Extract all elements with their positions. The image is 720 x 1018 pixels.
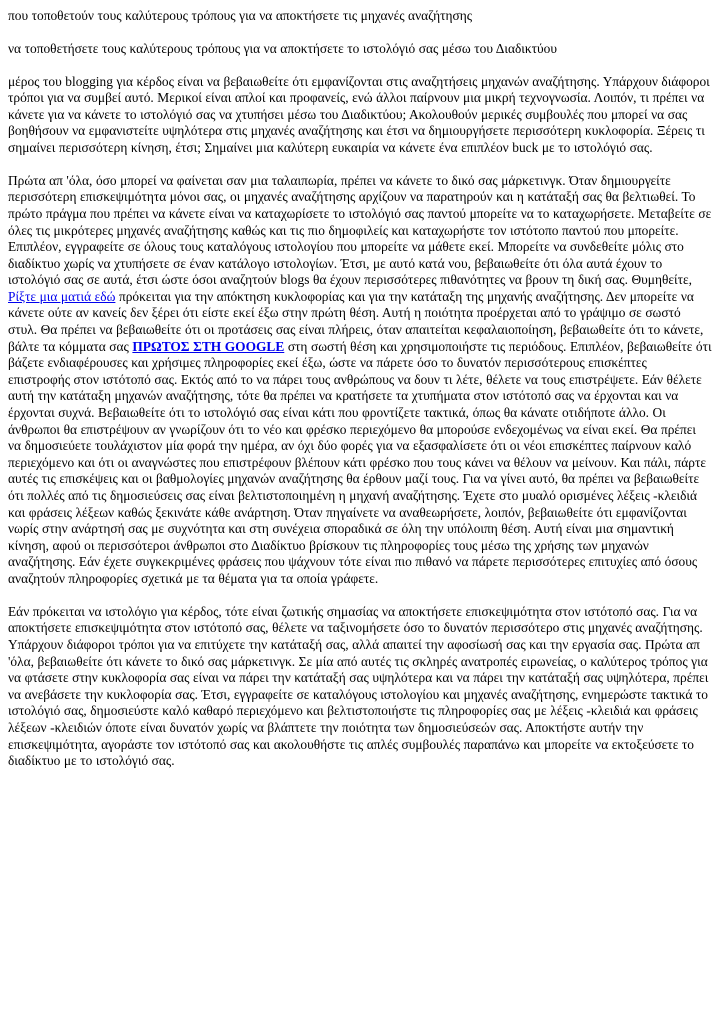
- text-run: Εάν πρόκειται να ιστολόγιο για κέρδος, τότε είναι ζωτικής σημασίας να αποκτήσετε επισκεψιμότητα στον ιστότοπό σας. Για να αποκτήσετε επισκεψιμότητα στον ιστότοπό σας, θέλετε να ταξινομήσετε όσο το δυνατόν περισσότερο στις μηχανές αναζήτησης. Υπάρχουν διάφοροι τρόποι για να επιτύχετε την κατάταξή σας, αλλά απαιτεί την αφοσίωσή σας και την εργασία σας. Πρώτα απ 'όλα, βεβαιωθείτε ότι κάνετε το δικό σας μάρκετινγκ. Σε μία από αυτές τις σκληρές ανατροπές ειρωνείας, ο καλύτερος τρόπος για να φτάσετε στην κυκλοφορία σας είναι να πάρει την κατάταξή σας υψηλότερα και να πάρει την κατάταξή σας υψηλότερα, πρέπει να ανεβάσετε την κυκλοφορία σας. Έτσι, εγγραφείτε σε καταλόγους ιστολογίου και μηχανές αναζήτησης, ενημερώστε τακτικά το ιστολόγιό σας, δημοσιεύστε καλό καθαρό περιεχόμενο και βελτιστοποιήστε τις πληροφορίες σας με λέξεις -κλειδιά και φράσεις λέξεων -κλειδιών όποτε είναι δυνατόν χωρίς να βλάπτετε την ποιότητα των δημοσιεύσεών σας. Αποκτήστε αυτήν την επισκεψιμότητα, αγοράστε τον ιστότοπό σας και ακολουθήστε τις απλές συμβουλές παραπάνω και μπορείτε να εκτοξεύσετε το διαδίκτυο με το ιστολόγιό σας.: [8, 603, 709, 769]
- text-run: Πρώτα απ 'όλα, όσο μπορεί να φαίνεται σαν μια ταλαιπωρία, πρέπει να κάνετε το δικό σας μάρκετινγκ. Όταν δημιουργείτε περισσότερη επισκεψιμότητα μόνοι σας, οι μηχανές αναζήτησης αρχίζουν να παρατηρούν και η κατάταξή σας θα βελτιωθεί. Το πρώτο πράγμα που πρέπει να κάνετε είναι να καταχωρίσετε το ιστολόγιό σας παντού μπορείτε να το καταχωρήσετε. Μεταβείτε σε όλες τις μικρότερες μηχανές αναζήτησης καθώς και τις πιο δημοφιλείς και καταχωρήστε τον ιστότοπο παντού που μπορείτε. Επιπλέον, εγγραφείτε σε όλους τους καταλόγους ιστολογίου που μπορείτε να μάθετε εκεί. Μπορείτε να συνδεθείτε μόλις στο διαδίκτυο χωρίς να χτυπήσετε σε έναν κατάλογο ιστολογίων. Έτσι, με αυτό κατά νου, βεβαιωθείτε ότι όλα αυτά έχουν το ιστολόγιό σας σε αυτά, έτσι ώστε όσοι αναζητούν blogs θα έχουν περισσότερες πιθανότητες να βρουν τη δική σας. Θυμηθείτε,: [8, 172, 712, 288]
- text-run: μέρος του blogging για κέρδος είναι να βεβαιωθείτε ότι εμφανίζονται στις αναζητήσεις μηχανών αναζήτησης. Υπάρχουν διάφοροι τρόποι για να συμβεί αυτό. Μερικοί είναι απλοί και προφανείς, ενώ άλλοι παίρνουν μια μικρή τεχνογνωσία. Λοιπόν, τι πρέπει να κάνετε για να κάνετε το ιστολόγιό σας να χτυπήσει μέσω του Διαδικτύου; Ακολουθούν μερικές συμβουλές που μπορεί να σας βοηθήσουν να εμφανιστείτε υψηλότερα στις μηχανές αναζήτησης και έτσι να δημιουργήσετε περισσότερη κυκλοφορία. Ξέρεις τι σημαίνει περισσότερη κίνηση, έτσι; Σημαίνει μια καλύτερη ευκαιρία να κάνετε ένα επιπλέον buck με το ιστολόγιό σας.: [8, 73, 710, 155]
- paragraph: [8, 8, 712, 25]
- inline-link[interactable]: ΠΡΩΤΟΣ ΣΤΗ GOOGLE: [132, 338, 285, 354]
- text-run: να τοποθετήσετε τους καλύτερους τρόπους για να αποκτήσετε το ιστολόγιό σας μέσω του Διαδικτύου: [8, 40, 557, 56]
- paragraph: [8, 173, 712, 588]
- text-run: πρόκειται για την απόκτηση κυκλοφορίας και για την κατάταξη της μηχανής αναζήτησης. Δεν μπορείτε να κάνετε ούτε αν κανείς δεν ξέρει ότι είστε εκεί έξω στην πρώτη θέση. Αυτή η ποιότητα προέρχεται από το γράψιμο σε σωστό στυλ. Θα πρέπει να βεβαιωθείτε ότι οι προτάσεις σας είναι πλήρεις, όταν απαιτείται κεφαλαιοποίηση, βεβαιωθείτε ότι το κάνετε, βάλτε τα κόμματα σας: [8, 288, 704, 354]
- inline-link[interactable]: Ρίξτε μια ματιά εδώ: [8, 288, 116, 304]
- paragraph: [8, 41, 712, 58]
- text-run: στη σωστή θέση και χρησιμοποιήστε τις περιόδους. Επιπλέον, βεβαιωθείτε ότι βάζετε ενδιαφέρουσες και χρήσιμες πληροφορίες εκεί έξω, ώστε να πάρετε όσο το δυνατόν περισσότερους επισκέπτες επιστροφής στον ιστότοπό σας. Εκτός από το να πάρει τους ανθρώπους να δουν τι λέτε, θέλετε να τους επιστρέψετε. Εάν θέλετε αυτή την κατάταξη μηχανών αναζήτησης, τότε θα πρέπει να κρατήσετε τα χτυπήματα στον ιστότοπό σας να έρχονται και να έρχονται συχνά. Βεβαιωθείτε ότι το ιστολόγιό σας είναι κάτι που φροντίζετε τακτικά, όπως θα κάνατε οτιδήποτε άλλο. Οι άνθρωποι θα επιστρέψουν αν γνωρίζουν ότι το νέο και φρέσκο περιεχόμενο θα μπορούσε ενδεχομένως να είναι εκεί. Θα πρέπει να δημοσιεύετε τουλάχιστον μία φορά την ημέρα, αν όχι δύο φορές για να εξασφαλίσετε ότι οι νέοι επισκέπτες παίρνουν καλό περιεχόμενο και ότι οι αναγνώστες που επιστρέφουν βλέπουν κάτι φρέσκο που τους κάνει να θέλουν να μείνουν. Και πάλι, πάρτε αυτές τις επισκέψεις και οι βαθμολογίες μηχανών αναζήτησης θα έρθουν μαζί τους. Για να γίνει αυτό, θα πρέπει να βεβαιωθείτε ότι πολλές από τις δημοσιεύσεις σας είναι βελτιστοποιημένη η μηχανή αναζήτησης. Έχετε στο μυαλό ορισμένες λέξεις -κλειδιά και φράσεις λέξεων καθώς ξεκινάτε κάθε ανάρτηση. Όταν πηγαίνετε να αναθεωρήσετε, λοιπόν, βεβαιωθείτε ότι εμφανίζονται νωρίς στην ανάρτησή σας με συχνότητα και στη συνέχεια σποραδικά σε όλη την υπόλοιπη θέση. Αυτή είναι μια σημαντική κίνηση, αφού οι περισσότεροι άνθρωποι στο Διαδίκτυο βρίσκουν τις πληροφορίες τους μέσω της χρήσης των μηχανών αναζήτησης. Εάν έχετε συγκεκριμένες φράσεις που ψάχνουν τότε είναι πιο πιθανό να πάρετε περισσότερες επιτυχίες από όσους αναζητούν πληροφορίες σχετικά με τα θέματα για τα οποία γράφετε.: [8, 338, 712, 586]
- paragraph: [8, 604, 712, 770]
- text-run: που τοποθετούν τους καλύτερους τρόπους για να αποκτήσετε τις μηχανές αναζήτησης: [8, 8, 473, 23]
- paragraph: [8, 74, 712, 157]
- document-body: [8, 8, 712, 770]
